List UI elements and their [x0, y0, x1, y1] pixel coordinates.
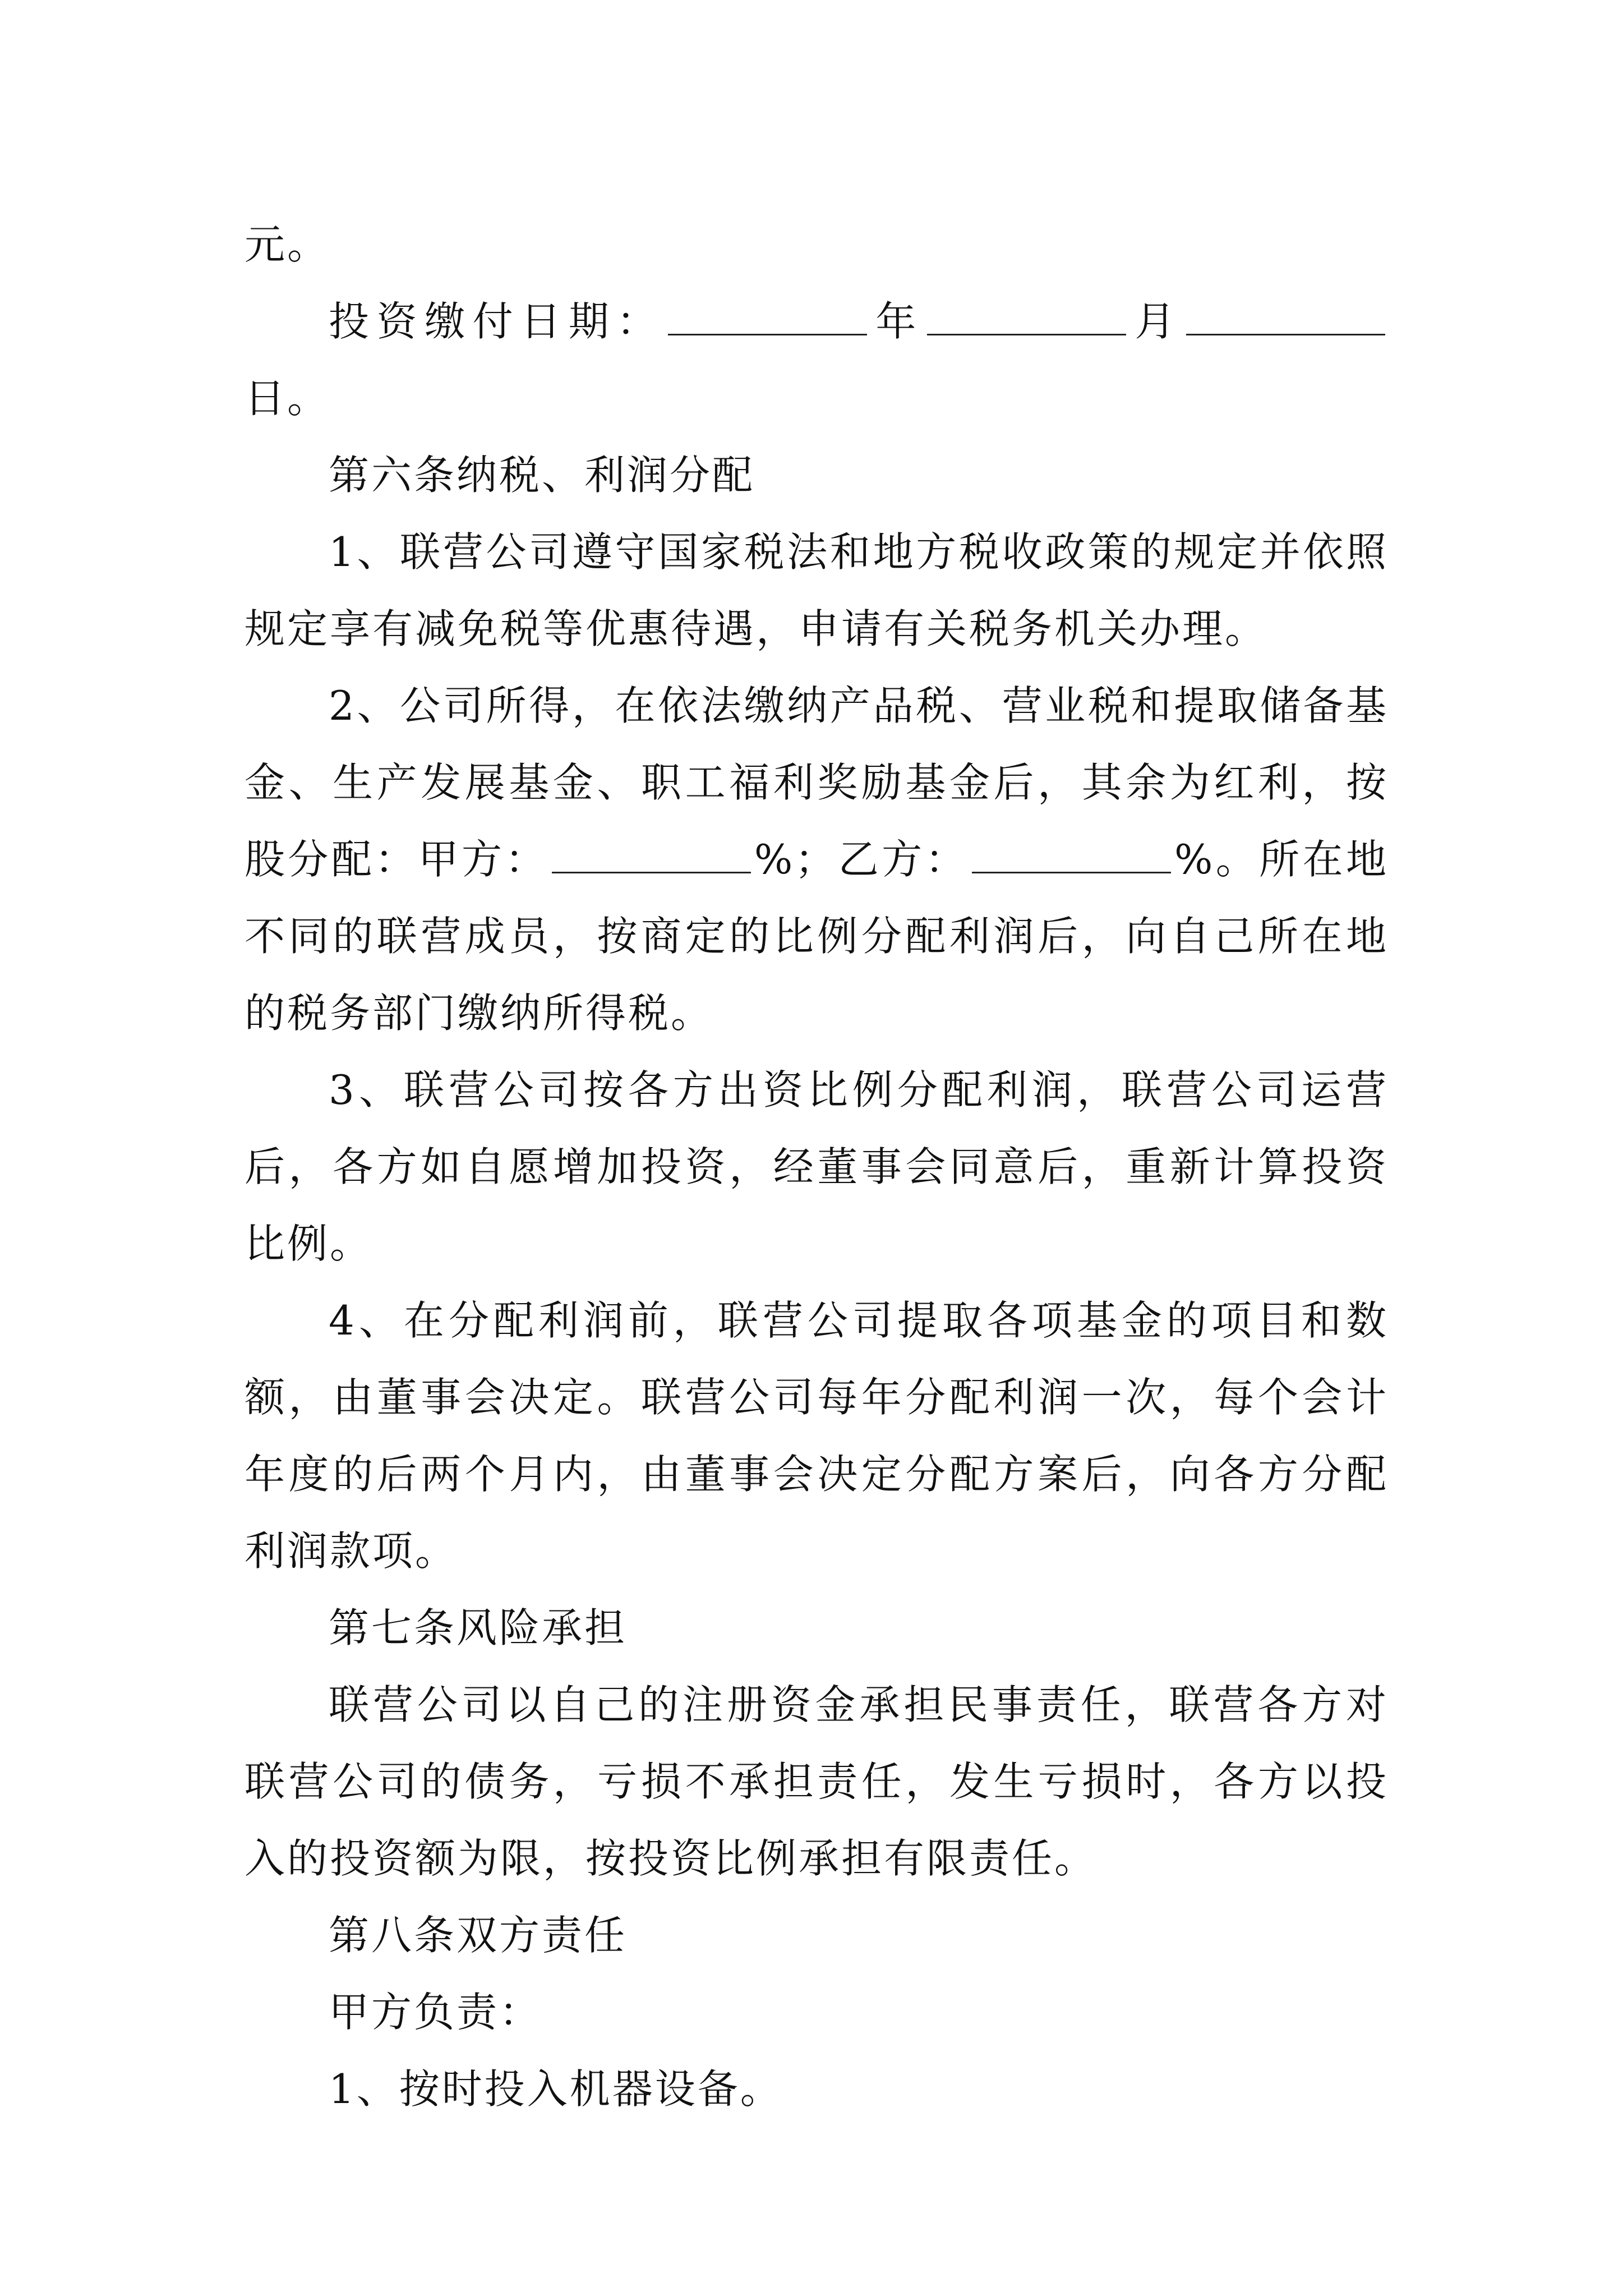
- document-body: [245, 206, 1389, 2128]
- party-a-share-blank: [552, 838, 751, 873]
- article8-heading: 第八条双方责任: [329, 1912, 628, 1959]
- article6-item2-part2: %；乙方：: [754, 836, 969, 883]
- year-unit: 年: [870, 298, 924, 345]
- month-blank: [927, 300, 1126, 335]
- day-unit: 日。: [245, 375, 330, 422]
- article6-item1: 1、联营公司遵守国家税法和地方税收政策的规定并依照规定享有减免税等优惠待遇，申请有关税务机关办理。: [245, 528, 1389, 652]
- month-unit: 月: [1129, 298, 1183, 345]
- article6-item2: [245, 668, 1389, 1052]
- article6-item4: 4、在分配利润前，联营公司提取各项基金的项目和数额，由董事会决定。联营公司每年分配利润一次，每个会计年度的后两个月内，由董事会决定分配方案后，向各方分配利润款项。: [245, 1297, 1389, 1575]
- day-blank: [1186, 300, 1385, 335]
- article7-body: 联营公司以自己的注册资金承担民事责任，联营各方对联营公司的债务，亏损不承担责任，发生亏损时，各方以投入的投资额为限，按投资比例承担有限责任。: [245, 1681, 1389, 1882]
- article6-item2-part1: 2、公司所得，在依法缴纳产品税、营业税和提取储备基金、生产发展基金、职工福利奖励基金后，其余为红利，按股分配：甲方：: [245, 682, 1389, 883]
- payment-date-label: 投资缴付日期：: [329, 298, 665, 345]
- article6-item3: 3、联营公司按各方出资比例分配利润，联营公司运营后，各方如自愿增加投资，经董事会同意后，重新计算投资比例。: [245, 1066, 1389, 1267]
- year-blank: [668, 300, 867, 335]
- article7-heading: 第七条风险承担: [329, 1604, 628, 1651]
- article8-item1: 1、按时投入机器设备。: [329, 2065, 783, 2113]
- article6-item2-part3: %。所在地不同的联营成员，按商定的比例分配利润后，向自己所在地的税务部门缴纳所得税。: [245, 836, 1389, 1037]
- payment-date-line: [245, 283, 1389, 437]
- article8-party-a: 甲方负责：: [329, 1989, 542, 2036]
- article6-heading: 第六条纳税、利润分配: [329, 452, 755, 499]
- paragraph-yuan: 元。: [245, 221, 330, 268]
- party-b-share-blank: [972, 838, 1171, 873]
